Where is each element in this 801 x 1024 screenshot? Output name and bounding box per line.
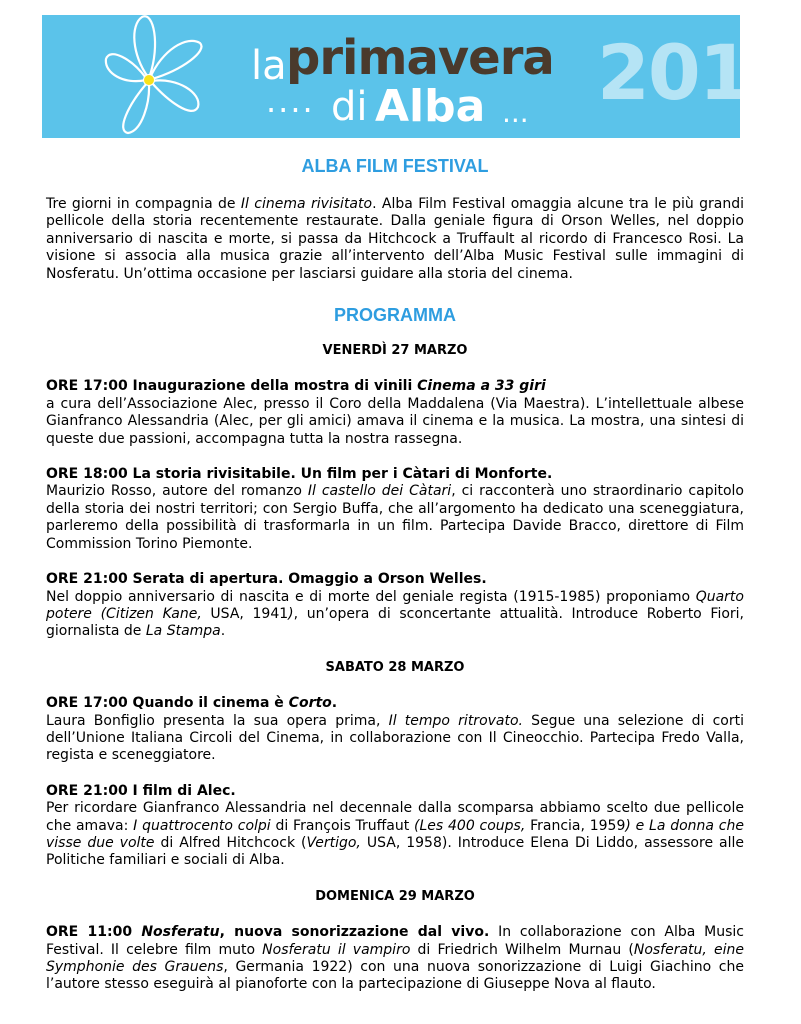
event-title: ORE 17:00 Quando il cinema è Corto. <box>46 695 338 712</box>
document-body <box>46 154 744 1012</box>
event-title: ORE 21:00 Serata di apertura. Omaggio a Orson Welles. <box>46 571 487 588</box>
event-sabato-2100 <box>46 783 744 870</box>
logo-dots: .... <box>266 82 315 120</box>
event-title: ORE 18:00 La storia rivisitabile. Un film per i Càtari di Monforte. <box>46 466 553 483</box>
day-heading-domenica: DOMENICA 29 MARZO <box>315 888 475 904</box>
intro-paragraph: Tre giorni in compagnia de Il cinema rivisitato. Alba Film Festival omaggia alcune tra le più grandi pellicole della storia recentemente restaurate. Dalla geniale figura di Orson Welles, nel doppio anniversario di nascita e morte, si passa da Hitchcock a Truffault al ricordo di Francesco Rosi. La visione si associa alla musica grazie all’intervento dell’Alba Music Festival sulle immagini di Nosferatu. Un’ottima occasione per lasciarsi guidare alla storia del cinema. <box>46 196 744 282</box>
event-title: ORE 21:00 I film di Alec. <box>46 782 236 799</box>
day-heading-sabato: SABATO 28 MARZO <box>325 659 465 675</box>
event-venerdi-1800 <box>46 466 744 553</box>
logo-primavera: primavera <box>286 30 554 86</box>
event-domenica-1100 <box>46 924 744 994</box>
event-description: Nel doppio anniversario di nascita e di morte del geniale regista (1915-1985) proponiamo Quarto potere (Citizen Kane, USA, 1941), un’opera di sconcertante attualità. Introduce Roberto Fiori, giornalista de La Stampa. <box>46 588 744 640</box>
event-description: Laura Bonfiglio presenta la sua opera prima, Il tempo ritrovato. Segue una selezione di corti dell’Unione Italiana Circoli del Cinema, in collaborazione con Il Cineocchio. Partecipa Fredo Valla, regista e sceneggiatore. <box>46 712 744 764</box>
page-title: ALBA FILM FESTIVAL <box>301 156 489 176</box>
header-banner <box>42 15 801 138</box>
flower-logo-icon <box>102 15 222 138</box>
event-description: a cura dell’Associazione Alec, presso il Coro della Maddalena (Via Maestra). L’intellettuale albese Gianfranco Alessandria (Alec, per gli amici) amava il cinema e la musica. La mostra, una sintesi di queste due passioni, accompagna tutta la nostra rassegna. <box>46 395 744 447</box>
logo-alba: Alba <box>375 81 486 132</box>
programma-heading: PROGRAMMA <box>334 305 456 326</box>
event-title: ORE 17:00 Inaugurazione della mostra di vinili Cinema a 33 giri <box>46 378 546 395</box>
event-description: Maurizio Rosso, autore del romanzo Il castello dei Càtari, ci racconterà uno straordinario capitolo della storia dei nostri territori; con Sergio Buffa, che all’argomento ha dedicato una sceneggiatura, parleremo della possibilità di trasformarla in un film. Partecipa Davide Bracco, direttore di Film Commission Torino Piemonte. <box>46 483 744 552</box>
day-heading-venerdi: VENERDÌ 27 MARZO <box>322 343 468 359</box>
logo-la: la <box>251 43 287 89</box>
event-description: Per ricordare Gianfranco Alessandria nel decennale dalla scomparsa abbiamo scelto due pellicole che amava: I quattrocento colpi di François Truffaut (Les 400 coups, Francia, 1959) e La donna che visse due volte di Alfred Hitchcock (Vertigo, USA, 1958). Introduce Elena Di Liddo, assessore alle Politiche familiari e sociali di Alba. <box>46 800 744 869</box>
logo-ellipsis: ... <box>502 96 529 129</box>
logo-year: 2015 <box>597 28 801 117</box>
event-venerdi-2100 <box>46 571 744 641</box>
event-description: ORE 11:00 Nosferatu, nuova sonorizzazione dal vivo. In collaborazione con Alba Music Festival. Il celebre film muto Nosferatu il vampiro di Friedrich Wilhelm Murnau (Nosferatu, eine Symphonie des Grauens, Germania 1922) con una nuova sonorizzazione di Luigi Giachino che l’autore stesso eseguirà al pianoforte con la partecipazione di Giuseppe Nova al flauto. <box>46 924 744 993</box>
event-sabato-1700 <box>46 695 744 765</box>
logo-di: di <box>331 84 368 130</box>
event-venerdi-1700 <box>46 378 744 448</box>
